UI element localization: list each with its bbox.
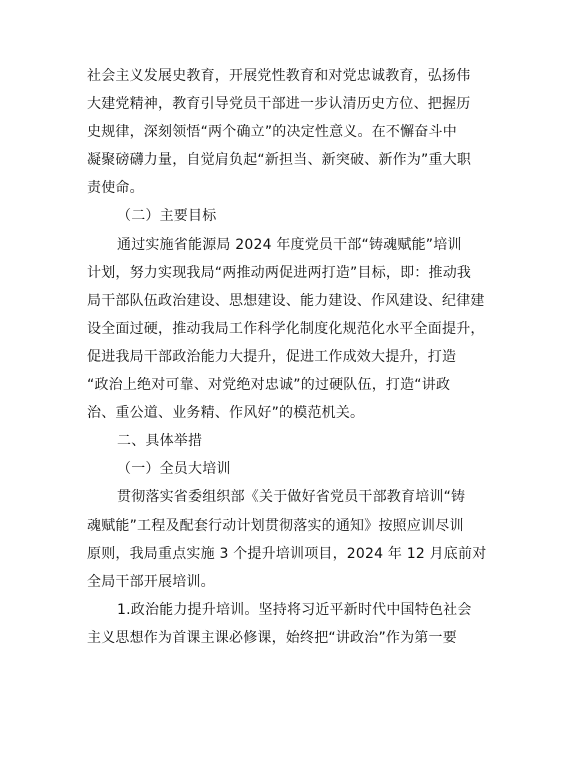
text-line: 通过实施省能源局 2024 年度党员干部“铸魂赋能”培训 bbox=[117, 236, 462, 253]
text-line: 贯彻落实省委组织部《关于做好省党员干部教育培训“铸 bbox=[117, 489, 466, 506]
text-line: 治、重公道、业务精、作风好”的模范机关。 bbox=[87, 405, 365, 422]
text-line: 魂赋能”工程及配套行动计划贯彻落实的通知》按照应训尽训 bbox=[87, 517, 464, 534]
heading-text: （一）全员大培训 bbox=[117, 461, 231, 478]
section-heading-main-goals bbox=[87, 202, 499, 230]
paragraph-political-ability-training bbox=[87, 596, 499, 652]
text-line: 设全面过硬，推动我局工作科学化制度化规范化水平全面提升， bbox=[87, 320, 485, 337]
text-line: 社会主义发展史教育，开展党性教育和对党忠诚教育，弘扬伟 bbox=[87, 68, 471, 84]
text-line: 全局干部开展培训。 bbox=[87, 573, 215, 590]
text-line: 促进我局干部政治能力大提升，促进工作成效大提升，打造 bbox=[87, 348, 457, 365]
text-line: 大建党精神，教育引导党员干部进一步认清历史方位、把握历 bbox=[87, 96, 471, 113]
document-body bbox=[87, 62, 499, 652]
text-line: 局干部队伍政治建设、思想建设、能力建设、作风建设、纪律建 bbox=[87, 292, 485, 309]
text-line: 1.政治能力提升培训。坚持将习近平新时代中国特色社会 bbox=[117, 601, 472, 618]
section-heading-full-training bbox=[87, 455, 499, 483]
section-heading-specific-measures bbox=[87, 427, 499, 455]
paragraph-goals bbox=[87, 231, 499, 428]
text-line: 责使命。 bbox=[87, 180, 144, 197]
paragraph-training bbox=[87, 483, 499, 595]
heading-text: 二、具体举措 bbox=[117, 433, 203, 450]
text-line: “政治上绝对可靠、对党绝对忠诚”的过硬队伍，打造“讲政 bbox=[87, 377, 451, 394]
text-line: 凝聚磅礴力量，自觉肩负起“新担当、新突破、新作为”重大职 bbox=[87, 152, 472, 169]
paragraph-intro-continued bbox=[87, 62, 499, 202]
text-line: 史规律，深刻领悟“两个确立”的决定性意义。在不懈奋斗中 bbox=[87, 124, 457, 141]
text-line: 原则，我局重点实施 3 个提升培训项目，2024 年 12 月底前对 bbox=[87, 545, 487, 562]
text-line: 计划，努力实现我局“两推动两促进两打造”目标，即：推动我 bbox=[87, 264, 472, 281]
heading-text: （二）主要目标 bbox=[117, 208, 217, 225]
text-line: 主义思想作为首课主课必修课，始终把“讲政治”作为第一要 bbox=[87, 629, 457, 646]
